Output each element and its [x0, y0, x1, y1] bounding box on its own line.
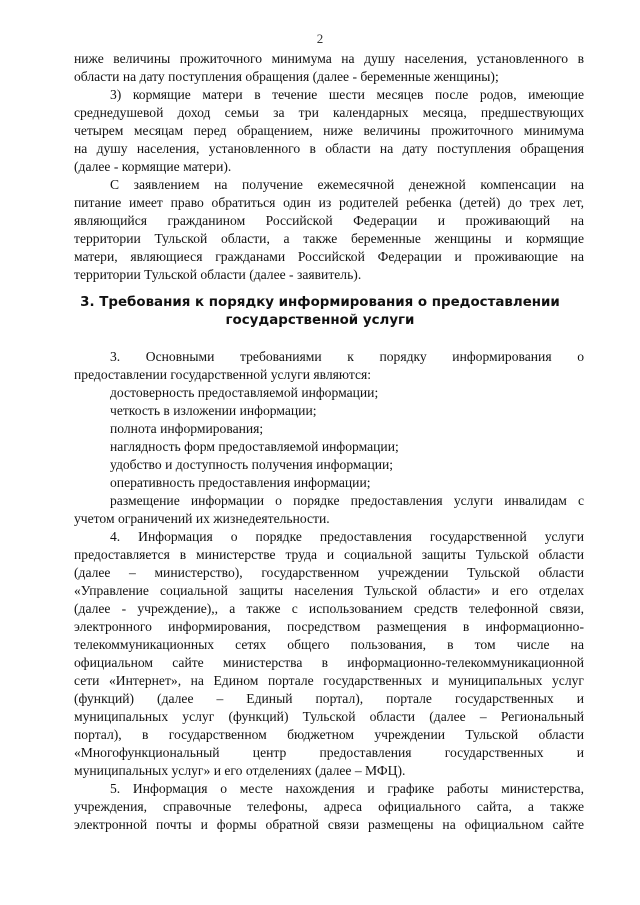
- text-line: учетом ограничений их жизнедеятельности.: [74, 511, 330, 526]
- text-line: 3. Основными требованиями к порядку информирования о: [110, 349, 584, 364]
- text-line: «Управление социальной защиты населения Тульской области» и его отделах: [74, 583, 584, 598]
- text-line: официальном сайте министерства в информационно-телекоммуникационной: [74, 655, 584, 670]
- text-line: (далее - кормящие матери).: [74, 159, 232, 174]
- text-line: 4. Информация о порядке предоставления государственной услуги: [110, 529, 584, 544]
- text-line: матери, являющиеся гражданами Российской Федерации и проживающие на: [74, 249, 584, 264]
- text-line: электронного информирования, посредством размещения в информационно-: [74, 619, 584, 634]
- page-number: 2: [316, 31, 324, 46]
- text-line: «Многофункциональный центр предоставления государственных и: [74, 745, 584, 760]
- text-line: ниже величины прожиточного минимума на душу населения, установленного в: [74, 51, 584, 66]
- text-line: электронной почты и формы обратной связи размещены на официальном сайте: [74, 817, 584, 832]
- text-line: четырем месяцам перед обращением, ниже величины прожиточного минимума: [74, 123, 584, 138]
- text-line: (далее - учреждение),, а также с использованием средств телефонной связи,: [74, 601, 584, 616]
- text-line: учреждения, справочные телефоны, адреса официального сайта, а также: [74, 799, 584, 814]
- list-item: четкость в изложении информации;: [110, 403, 317, 418]
- text-line: области на дату поступления обращения (далее - беременные женщины);: [74, 69, 499, 84]
- list-item: оперативность предоставления информации;: [110, 475, 371, 490]
- text-line: (далее – министерство), государственном учреждении Тульской области: [74, 565, 584, 580]
- list-item: удобство и доступность получения информации;: [110, 457, 394, 472]
- section-heading: 3. Требования к порядку информирования о предоставлении: [80, 295, 560, 310]
- text-line: портал), в государственном бюджетном учреждении Тульской области: [74, 727, 584, 742]
- list-item: размещение информации о порядке предоставления услуги инвалидам с: [110, 493, 584, 508]
- text-line: (функций) (далее – Единый портал), портале государственных и: [74, 691, 584, 706]
- text-line: муниципальных услуг» и его отделениях (далее – МФЦ).: [74, 763, 406, 778]
- text-line: С заявлением на получение ежемесячной денежной компенсации на: [110, 177, 584, 192]
- text-line: 3) кормящие матери в течение шести месяцев после родов, имеющие: [110, 87, 584, 102]
- list-item: достоверность предоставляемой информации;: [110, 385, 379, 400]
- text-line: предоставляется в министерстве труда и социальной защиты Тульской области: [74, 547, 584, 562]
- text-line: предоставлении государственной услуги являются:: [74, 367, 372, 382]
- list-item: полнота информирования;: [110, 421, 264, 436]
- text-line: питание имеет право обратиться один из родителей ребенка (детей) до трех лет,: [74, 195, 584, 210]
- text-line: муниципальных услуг (функций) Тульской области (далее – Региональный: [74, 709, 584, 724]
- list-item: наглядность форм предоставляемой информации;: [110, 439, 399, 454]
- text-line: телекоммуникационных сетях общего пользования, в том числе на: [74, 637, 584, 652]
- text-line: 5. Информация о месте нахождения и графике работы министерства,: [110, 781, 584, 796]
- text-line: сети «Интернет», на Едином портале государственных и муниципальных услуг: [74, 673, 584, 688]
- text-line: территории Тульской области (далее - заявитель).: [74, 267, 362, 282]
- text-line: являющийся гражданином Российской Федерации и проживающий на: [74, 213, 584, 228]
- text-line: среднедушевой доход семьи за три календарных месяца, предшествующих: [74, 105, 584, 120]
- section-heading: государственной услуги: [225, 313, 415, 328]
- text-line: на душу населения, установленного в области на дату поступления обращения: [74, 141, 584, 156]
- text-line: территории Тульской области, а также беременные женщины и кормящие: [74, 231, 584, 246]
